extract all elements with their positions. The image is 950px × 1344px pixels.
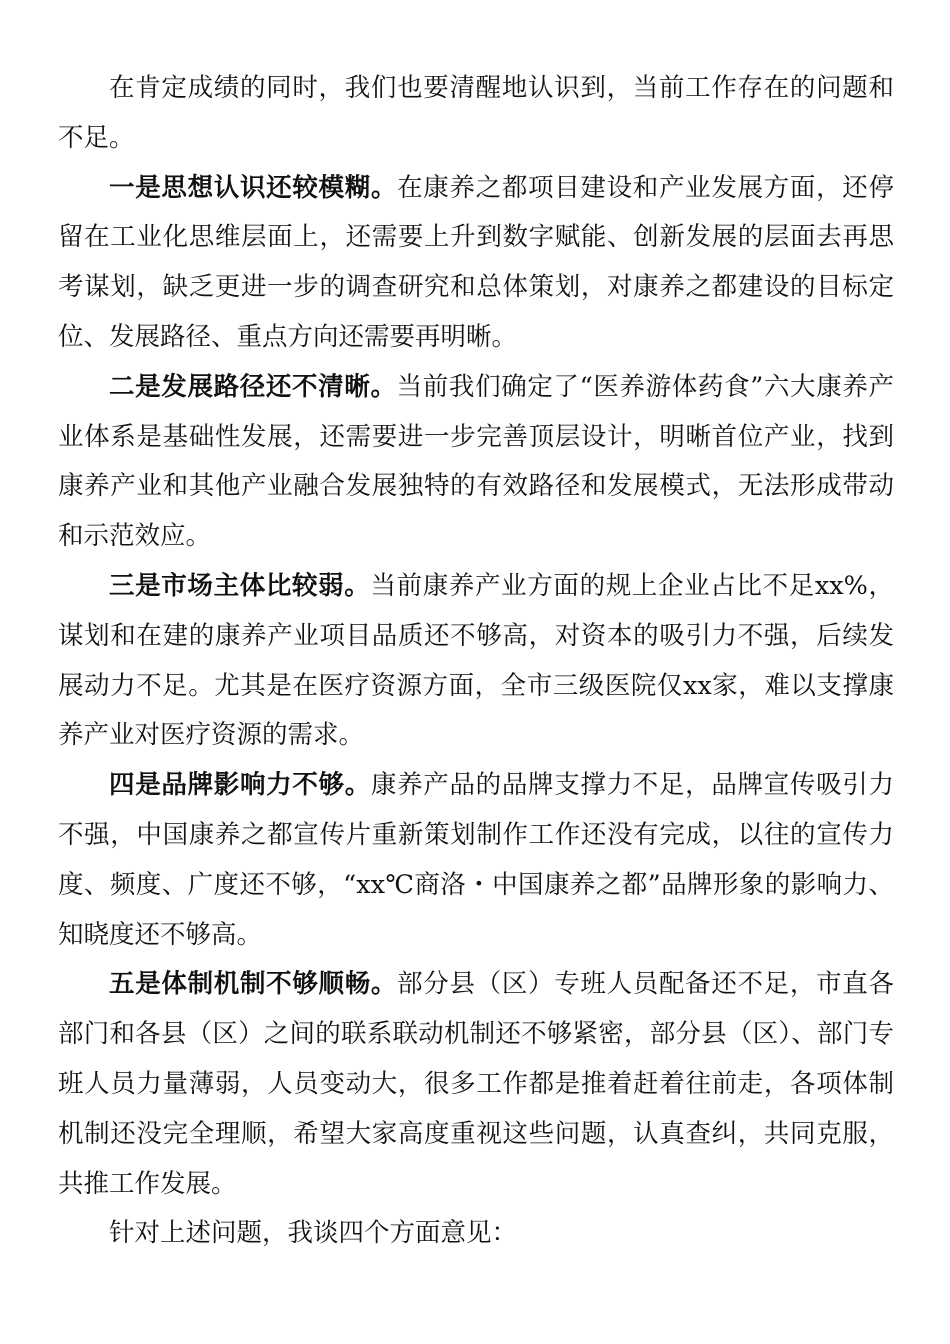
issue-paragraph-2 xyxy=(58,363,894,562)
issue-heading-5: 五是体制机制不够顺畅。 xyxy=(109,969,398,1000)
issue-body-3: 当前康养产业方面的规上企业占比不足xx%，谋划和在建的康养产业项目品质还不够高，对资本的吸引力不强，后续发展动力不足。尤其是在医疗资源方面，全市三级医院仅xx家，难以支撑康养产业对医疗资源的需求。 xyxy=(58,570,894,751)
issue-paragraph-3 xyxy=(58,562,894,761)
issue-body-4: 康养产品的品牌支撑力不足，品牌宣传吸引力不强，中国康养之都宣传片重新策划制作工作还没有完成，以往的宣传力度、频度、广度还不够，“xx℃商洛・中国康养之都”品牌形象的影响力、知晓度还不够高。 xyxy=(58,770,894,950)
issue-body-1: 在康养之都项目建设和产业发展方面，还停留在工业化思维层面上，还需要上升到数字赋能、创新发展的层面去再思考谋划，缺乏更进一步的调查研究和总体策划，对康养之都建设的目标定位、发展路径、重点方向还需要再明晰。 xyxy=(58,172,894,352)
issue-body-5: 部分县（区）专班人员配备还不足，市直各部门和各县（区）之间的联系联动机制还不够紧密，部分县（区）、部门专班人员力量薄弱，人员变动大，很多工作都是推着赶着往前走，各项体制机制还没完全理顺，希望大家高度重视这些问题，认真查纠，共同克服，共推工作发展。 xyxy=(58,969,894,1199)
issue-heading-2: 二是发展路径还不清晰。 xyxy=(109,371,397,402)
intro-paragraph: 在肯定成绩的同时，我们也要清醒地认识到，当前工作存在的问题和不足。 xyxy=(58,73,894,153)
issue-paragraph-5 xyxy=(58,960,894,1209)
issue-heading-4: 四是品牌影响力不够。 xyxy=(109,770,371,801)
closing-paragraph: 针对上述问题，我谈四个方面意见： xyxy=(109,1218,518,1249)
issue-paragraph-4 xyxy=(58,761,894,960)
issue-heading-1: 一是思想认识还较模糊。 xyxy=(109,172,398,203)
document-page xyxy=(58,64,894,1259)
issue-paragraph-1 xyxy=(58,164,894,363)
issue-body-2: 当前我们确定了“医养游体药食”六大康养产业体系是基础性发展，还需要进一步完善顶层设计，明晰首位产业，找到康养产业和其他产业融合发展独特的有效路径和发展模式，无法形成带动和示范效应。 xyxy=(58,371,894,552)
issue-heading-3: 三是市场主体比较弱。 xyxy=(109,570,371,601)
